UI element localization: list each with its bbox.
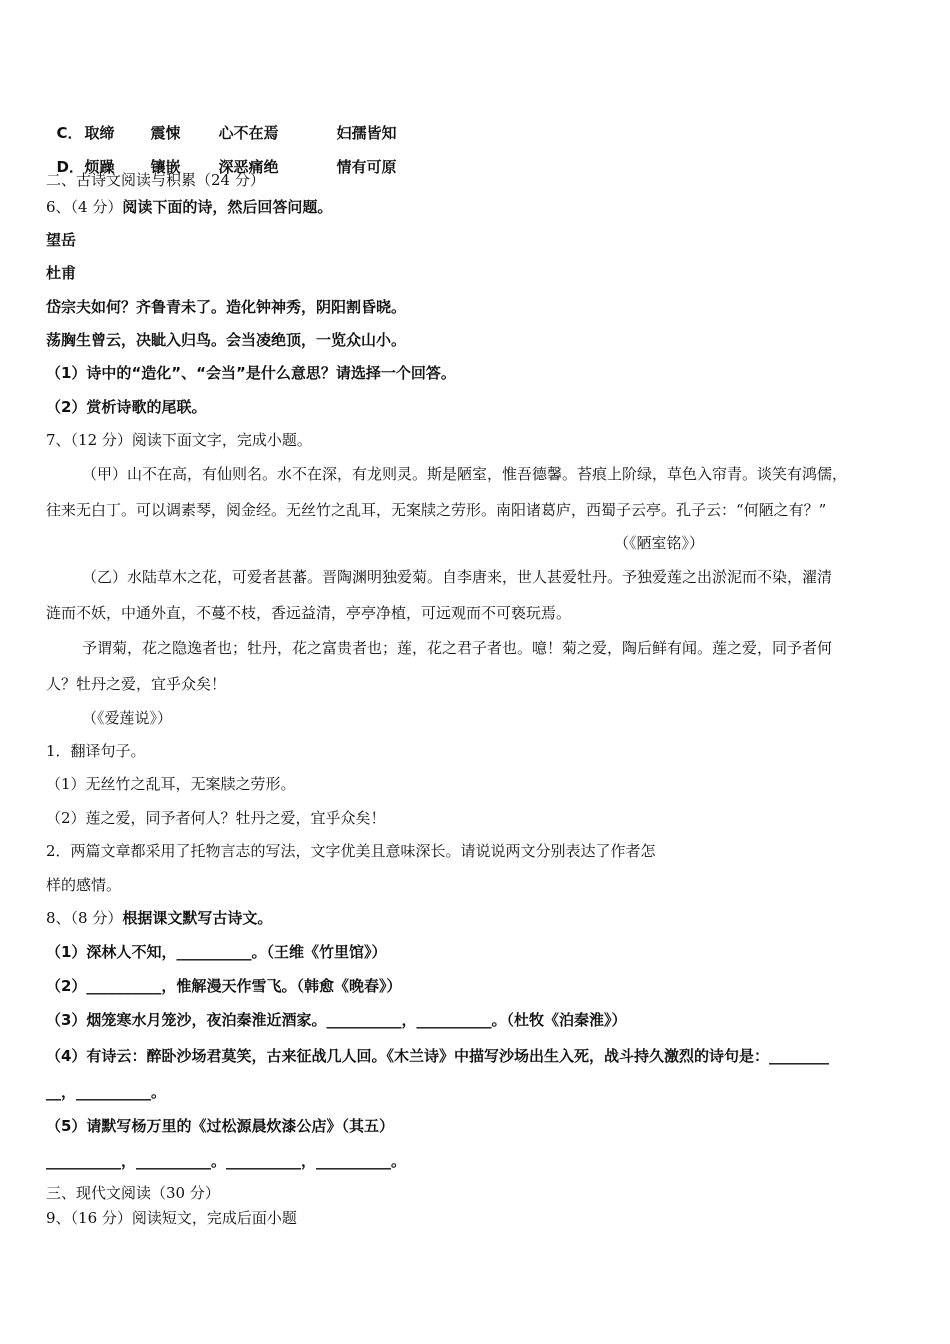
q8-item1: （1）深林人不知，__________。（王维《竹里馆》） xyxy=(46,943,387,961)
q8-item3: （3）烟笼寒水月笼沙，夜泊秦淮近酒家。__________，__________。（杜牧《泊秦淮》） xyxy=(46,1011,627,1029)
yi-line-1: （乙）水陆草木之花，可爱者甚蕃。晋陶渊明独爱菊。自李唐来，世人甚爱牡丹。予独爱莲之出淤泥而不染，濯清 xyxy=(82,568,833,586)
poem-line-1: 岱宗夫如何？齐鲁青未了。造化钟神秀，阴阳割昏晓。 xyxy=(46,298,407,316)
q7-task1: 1．翻译句子。 xyxy=(46,742,146,760)
option-d-word1: 烦躁 xyxy=(84,158,115,176)
q6-sub1: （1）诗中的“造化”、“会当”是什么意思？请选择一个回答。 xyxy=(46,364,456,382)
option-c-word1: 取缔 xyxy=(84,124,115,142)
q7-task2-line2: 样的感情。 xyxy=(46,876,122,894)
poem-title: 望岳 xyxy=(46,231,77,249)
q8-item4-line2: __，__________。 xyxy=(46,1083,167,1101)
q6-prefix: 6、（4 分） xyxy=(46,198,123,216)
q7-task1-a: （1）无丝竹之乱耳，无案牍之劳形。 xyxy=(46,775,296,793)
q9-header: 9、（16 分）阅读短文，完成后面小题 xyxy=(46,1209,297,1227)
q6-header xyxy=(46,197,332,217)
option-c-word3: 心不在焉 xyxy=(218,124,279,142)
q8-item4-line1: （4）有诗云：醉卧沙场君莫笑，古来征战几人回。《木兰诗》中描写沙场出生入死，战斗持久激烈的诗句是：________ xyxy=(46,1047,829,1065)
q7-task1-b: （2）莲之爱，同予者何人？牡丹之爱，宜乎众矣！ xyxy=(46,809,386,827)
jia-line-1: （甲）山不在高，有仙则名。水不在深，有龙则灵。斯是陋室，惟吾德馨。苔痕上阶绿，草色入帘青。谈笑有鸿儒， xyxy=(82,465,848,483)
yi-line-3: 予谓菊，花之隐逸者也；牡丹，花之富贵者也；莲，花之君子者也。噫！菊之爱，陶后鲜有闻。莲之爱，同予者何 xyxy=(82,639,833,657)
poem-author: 杜甫 xyxy=(46,264,77,282)
q8-item5-blanks: __________，__________。__________，__________。 xyxy=(46,1152,407,1170)
q8-item5: （5）请默写杨万里的《过松源晨炊漆公店》（其五） xyxy=(46,1117,394,1135)
option-d-word2: 镶嵌 xyxy=(150,158,181,176)
option-c-word2: 震悚 xyxy=(150,124,181,142)
yi-line-2: 涟而不妖，中通外直，不蔓不枝，香远益清，亭亭净植，可远观而不可亵玩焉。 xyxy=(46,604,572,622)
section3-heading: 三、现代文阅读（30 分） xyxy=(46,1184,220,1202)
q6-sub2: （2）赏析诗歌的尾联。 xyxy=(46,398,207,416)
jia-source: （《陋室铭》） xyxy=(614,534,705,552)
option-c-label: C． xyxy=(56,124,83,142)
option-c-word4: 妇孺皆知 xyxy=(336,124,397,142)
q8-prefix: 8、（8 分） xyxy=(46,909,123,927)
q8-header xyxy=(46,908,272,928)
option-d-label: D． xyxy=(56,158,84,176)
option-d-word4: 情有可原 xyxy=(336,158,397,176)
q8-prompt: 根据课文默写古诗文。 xyxy=(122,909,273,927)
option-d-word3: 深恶痛绝 xyxy=(218,158,279,176)
q7-task2-line1: 2．两篇文章都采用了托物言志的写法，文字优美且意味深长。请说说两文分别表达了作者怎 xyxy=(46,842,656,860)
jia-line-2: 往来无白丁。可以调素琴，阅金经。无丝竹之乱耳，无案牍之劳形。南阳诸葛庐，西蜀子云亭。孔子云：“何陋之有？” xyxy=(46,501,827,519)
yi-source: （《爱莲说》） xyxy=(82,709,173,727)
yi-line-4: 人？牡丹之爱，宜乎众矣！ xyxy=(46,675,227,693)
q8-item2: （2）__________，惟解漫天作雪飞。（韩愈《晚春》） xyxy=(46,977,402,995)
poem-line-2: 荡胸生曾云，决眦入归鸟。会当凌绝顶，一览众山小。 xyxy=(46,331,407,349)
section2-heading: 二、古诗文阅读与积累（24 分） xyxy=(46,171,265,189)
q7-header: 7、（12 分）阅读下面文字，完成小题。 xyxy=(46,431,312,449)
q6-prompt: 阅读下面的诗，然后回答问题。 xyxy=(122,198,333,216)
